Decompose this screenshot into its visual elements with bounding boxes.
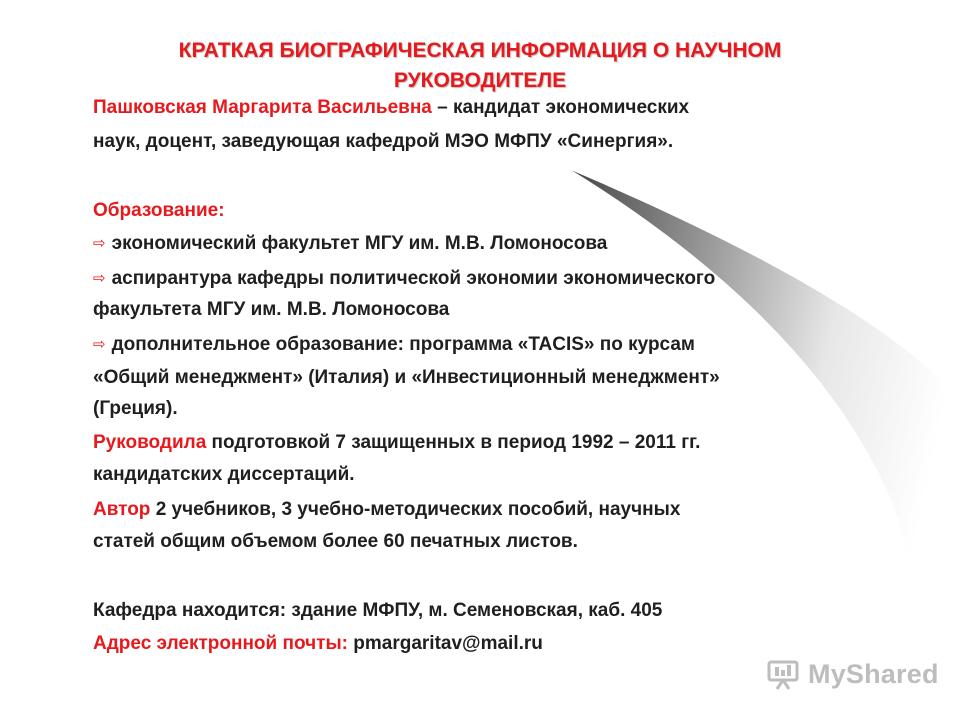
education-item-1-text: экономический факультет МГУ им. М.В. Ломоносова — [111, 233, 608, 254]
supervised-text-2: кандидатских диссертаций. — [93, 464, 355, 485]
department-value: здание МФПУ, м. Семеновская, каб. 405 — [286, 600, 663, 621]
education-item-2 — [93, 267, 715, 292]
presentation-board-icon — [766, 657, 800, 691]
person-desc-2: наук, доцент, заведующая кафедрой МЭО МФПУ «Синергия». — [93, 131, 674, 152]
education-item-1 — [93, 232, 607, 257]
email-value: pmargaritav@mail.ru — [348, 633, 543, 654]
author-text-2: статей общим объемом более 60 печатных листов. — [93, 531, 578, 552]
person-desc-1: – кандидат экономических — [431, 97, 690, 118]
title-line-2: РУКОВОДИТЕЛЕ — [393, 69, 567, 92]
education-item-3-cont-2 — [93, 397, 178, 421]
supervised-text-1: подготовкой 7 защищенных в период 1992 – 2011 гг. — [206, 432, 701, 453]
education-item-2-text-2: факультета МГУ им. М.В. Ломоносова — [93, 299, 450, 320]
person-line-2 — [93, 130, 673, 154]
watermark-text: MyShared — [808, 658, 939, 689]
author-line-1 — [93, 498, 680, 522]
education-item-3-text-1: дополнительное образование: программа «TACIS» по курсам — [111, 334, 695, 355]
education-item-3 — [93, 333, 695, 358]
person-name: Пашковская Маргарита Васильевна — [93, 97, 432, 118]
arrow-right-icon: ⇨ — [93, 336, 106, 353]
person-line-1 — [93, 96, 689, 120]
email-line — [93, 632, 543, 656]
arrow-right-icon: ⇨ — [93, 235, 106, 252]
author-line-2 — [93, 530, 578, 554]
arrow-right-icon: ⇨ — [93, 270, 106, 287]
education-item-3-text-3: (Греция). — [93, 398, 178, 419]
education-item-2-cont — [93, 298, 449, 322]
supervised-line-2 — [93, 463, 355, 487]
slide-title — [80, 36, 880, 96]
education-item-2-text-1: аспирантура кафедры политической экономии экономического — [111, 268, 716, 289]
supervised-line-1 — [93, 431, 700, 455]
author-text-1: 2 учебников, 3 учебно-методических пособий, научных — [150, 499, 681, 520]
department-line — [93, 599, 662, 623]
education-item-3-cont-1 — [93, 366, 720, 390]
author-label: Автор — [93, 499, 151, 520]
education-heading: Образование: — [93, 200, 225, 221]
department-label: Кафедра находится: — [93, 600, 287, 621]
watermark — [766, 656, 939, 692]
supervised-label: Руководила — [93, 432, 207, 453]
title-line-1: КРАТКАЯ БИОГРАФИЧЕСКАЯ ИНФОРМАЦИЯ О НАУЧНОМ — [178, 39, 782, 62]
email-label: Адрес электронной почты: — [93, 633, 348, 654]
education-item-3-text-2: «Общий менеджмент» (Италия) и «Инвестиционный менеджмент» — [93, 367, 720, 388]
